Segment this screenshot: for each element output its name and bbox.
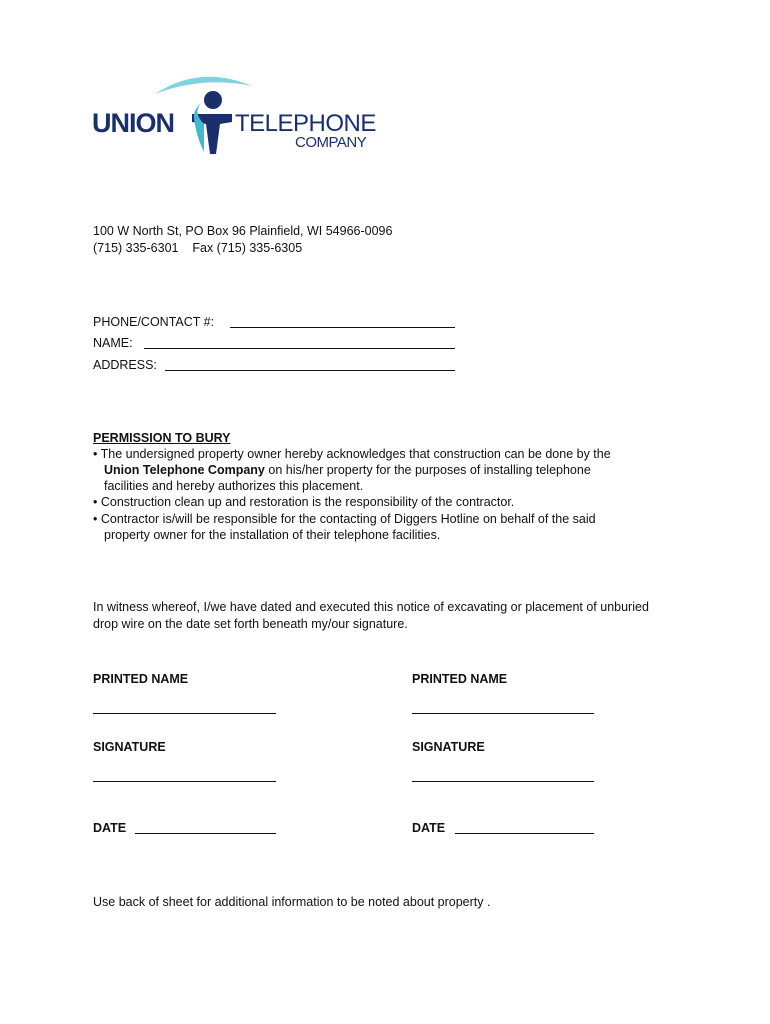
address-field[interactable] xyxy=(165,370,455,371)
logo-word-telephone: TELEPHONE xyxy=(235,110,376,137)
date-label-right: DATE xyxy=(412,821,446,835)
permission-bullet-3-line-2: property owner for the installation of their telephone facilities. xyxy=(104,528,441,542)
signature-field-left[interactable] xyxy=(93,781,276,782)
date-label-left: DATE xyxy=(93,821,127,835)
printed-name-label-left: PRINTED NAME xyxy=(93,672,189,686)
permission-bullet-2: • Construction clean up and restoration is the responsibility of the contractor. xyxy=(93,495,515,509)
date-field-left[interactable] xyxy=(135,833,276,834)
name-field[interactable] xyxy=(144,348,455,349)
date-field-right[interactable] xyxy=(455,833,594,834)
name-label: NAME: xyxy=(93,336,133,350)
company-name-emphasis: Union Telephone Company xyxy=(104,463,265,477)
permission-bullet-1-line-2 xyxy=(104,462,591,478)
witness-line-2: drop wire on the date set forth beneath my/our signature. xyxy=(93,617,408,631)
permission-heading: PERMISSION TO BURY xyxy=(93,431,231,445)
printed-name-field-left[interactable] xyxy=(93,713,276,714)
address-label: ADDRESS: xyxy=(93,358,157,372)
witness-line-1: In witness whereof, I/we have dated and executed this notice of excavating or placement of unburied xyxy=(93,600,649,614)
permission-bullet-1-line-3: facilities and hereby authorizes this placement. xyxy=(104,479,364,493)
phone-contact-field[interactable] xyxy=(230,327,455,328)
phone-contact-label: PHONE/CONTACT #: xyxy=(93,315,215,329)
permission-bullet-1-line-2-rest: on his/her property for the purposes of installing telephone xyxy=(264,463,591,477)
signature-field-right[interactable] xyxy=(412,781,594,782)
permission-bullet-1-line-1: • The undersigned property owner hereby acknowledges that construction can be done by the xyxy=(93,447,611,461)
logo-word-company: COMPANY xyxy=(295,134,367,151)
printed-name-field-right[interactable] xyxy=(412,713,594,714)
signature-label-left: SIGNATURE xyxy=(93,740,166,754)
footer-note: Use back of sheet for additional information to be noted about property . xyxy=(93,895,491,909)
union-telephone-logo xyxy=(92,72,392,162)
logo-word-union: UNION xyxy=(92,108,174,138)
company-phone-fax: (715) 335-6301 Fax (715) 335-6305 xyxy=(93,241,303,255)
printed-name-label-right: PRINTED NAME xyxy=(412,672,508,686)
permission-bullet-3-line-1: • Contractor is/will be responsible for the contacting of Diggers Hotline on behalf of the said xyxy=(93,512,596,526)
company-address: 100 W North St, PO Box 96 Plainfield, WI 54966-0096 xyxy=(93,224,393,238)
signature-label-right: SIGNATURE xyxy=(412,740,485,754)
